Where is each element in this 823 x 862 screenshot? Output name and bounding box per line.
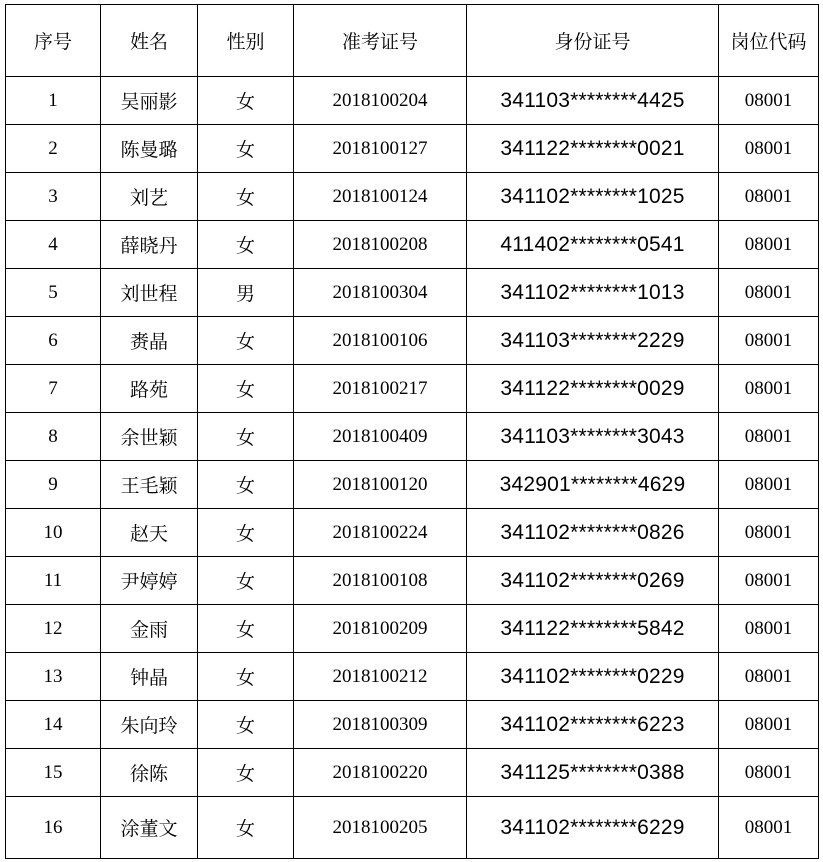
table-row [6, 653, 819, 701]
cell-id: 341122********0021 [467, 125, 719, 173]
cell-no: 1 [6, 77, 101, 125]
cell-id: 341102********6229 [467, 797, 719, 859]
cell-id: 341125********0388 [467, 749, 719, 797]
cell-no: 12 [6, 605, 101, 653]
cell-no: 3 [6, 173, 101, 221]
table-row [6, 221, 819, 269]
cell-id: 411402********0541 [467, 221, 719, 269]
header-no: 序号 [6, 5, 101, 77]
cell-name: 刘艺 [101, 173, 198, 221]
cell-ticket: 2018100304 [294, 269, 467, 317]
cell-no: 5 [6, 269, 101, 317]
cell-no: 9 [6, 461, 101, 509]
cell-name: 涂董文 [101, 797, 198, 859]
cell-name: 赉晶 [101, 317, 198, 365]
table-row [6, 365, 819, 413]
cell-id: 341102********6223 [467, 701, 719, 749]
cell-ticket: 2018100108 [294, 557, 467, 605]
cell-ticket: 2018100220 [294, 749, 467, 797]
table-header [6, 5, 819, 77]
header-gender: 性别 [198, 5, 294, 77]
cell-no: 16 [6, 797, 101, 859]
cell-no: 11 [6, 557, 101, 605]
cell-post: 08001 [719, 269, 819, 317]
cell-id: 341102********0826 [467, 509, 719, 557]
cell-name: 朱向玲 [101, 701, 198, 749]
cell-post: 08001 [719, 797, 819, 859]
cell-name: 陈曼璐 [101, 125, 198, 173]
cell-post: 08001 [719, 77, 819, 125]
table-row [6, 77, 819, 125]
cell-gender: 女 [198, 413, 294, 461]
table-body [6, 77, 819, 859]
cell-ticket: 2018100208 [294, 221, 467, 269]
cell-ticket: 2018100212 [294, 653, 467, 701]
table-row [6, 269, 819, 317]
cell-post: 08001 [719, 221, 819, 269]
cell-gender: 女 [198, 77, 294, 125]
cell-gender: 女 [198, 749, 294, 797]
candidate-table [5, 4, 819, 859]
cell-post: 08001 [719, 509, 819, 557]
cell-gender: 女 [198, 557, 294, 605]
table-row [6, 413, 819, 461]
cell-id: 341103********4425 [467, 77, 719, 125]
table-row [6, 701, 819, 749]
cell-id: 341122********0029 [467, 365, 719, 413]
cell-gender: 女 [198, 797, 294, 859]
cell-no: 2 [6, 125, 101, 173]
cell-ticket: 2018100209 [294, 605, 467, 653]
cell-gender: 女 [198, 605, 294, 653]
cell-ticket: 2018100409 [294, 413, 467, 461]
cell-name: 余世颖 [101, 413, 198, 461]
cell-ticket: 2018100120 [294, 461, 467, 509]
cell-id: 341102********1013 [467, 269, 719, 317]
cell-id: 341102********0229 [467, 653, 719, 701]
cell-name: 刘世程 [101, 269, 198, 317]
cell-post: 08001 [719, 413, 819, 461]
cell-id: 341103********2229 [467, 317, 719, 365]
cell-gender: 女 [198, 365, 294, 413]
cell-no: 6 [6, 317, 101, 365]
cell-gender: 女 [198, 221, 294, 269]
cell-post: 08001 [719, 317, 819, 365]
table-row [6, 173, 819, 221]
cell-name: 钟晶 [101, 653, 198, 701]
cell-name: 薛晓丹 [101, 221, 198, 269]
table-row [6, 125, 819, 173]
cell-gender: 女 [198, 125, 294, 173]
cell-gender: 女 [198, 509, 294, 557]
cell-ticket: 2018100309 [294, 701, 467, 749]
cell-id: 341103********3043 [467, 413, 719, 461]
cell-ticket: 2018100124 [294, 173, 467, 221]
cell-name: 尹婷婷 [101, 557, 198, 605]
table-row [6, 797, 819, 859]
table-row [6, 557, 819, 605]
cell-post: 08001 [719, 173, 819, 221]
cell-name: 吴丽影 [101, 77, 198, 125]
cell-name: 赵天 [101, 509, 198, 557]
cell-ticket: 2018100217 [294, 365, 467, 413]
cell-post: 08001 [719, 653, 819, 701]
cell-post: 08001 [719, 605, 819, 653]
cell-ticket: 2018100205 [294, 797, 467, 859]
cell-post: 08001 [719, 365, 819, 413]
cell-id: 341102********1025 [467, 173, 719, 221]
cell-gender: 男 [198, 269, 294, 317]
cell-post: 08001 [719, 125, 819, 173]
header-row [6, 5, 819, 77]
cell-name: 金雨 [101, 605, 198, 653]
header-ticket: 准考证号 [294, 5, 467, 77]
cell-no: 4 [6, 221, 101, 269]
header-name: 姓名 [101, 5, 198, 77]
cell-post: 08001 [719, 557, 819, 605]
cell-name: 路苑 [101, 365, 198, 413]
cell-ticket: 2018100224 [294, 509, 467, 557]
table-row [6, 461, 819, 509]
cell-no: 15 [6, 749, 101, 797]
cell-gender: 女 [198, 653, 294, 701]
cell-post: 08001 [719, 701, 819, 749]
header-post: 岗位代码 [719, 5, 819, 77]
cell-gender: 女 [198, 173, 294, 221]
cell-ticket: 2018100106 [294, 317, 467, 365]
cell-id: 341122********5842 [467, 605, 719, 653]
cell-post: 08001 [719, 461, 819, 509]
cell-post: 08001 [719, 749, 819, 797]
header-id: 身份证号 [467, 5, 719, 77]
table-row [6, 749, 819, 797]
cell-id: 341102********0269 [467, 557, 719, 605]
cell-ticket: 2018100127 [294, 125, 467, 173]
table-row [6, 509, 819, 557]
cell-no: 14 [6, 701, 101, 749]
cell-gender: 女 [198, 461, 294, 509]
cell-gender: 女 [198, 317, 294, 365]
cell-gender: 女 [198, 701, 294, 749]
cell-name: 徐陈 [101, 749, 198, 797]
cell-name: 王毛颖 [101, 461, 198, 509]
cell-no: 8 [6, 413, 101, 461]
cell-id: 342901********4629 [467, 461, 719, 509]
cell-no: 7 [6, 365, 101, 413]
table-row [6, 317, 819, 365]
cell-no: 13 [6, 653, 101, 701]
table-row [6, 605, 819, 653]
cell-ticket: 2018100204 [294, 77, 467, 125]
cell-no: 10 [6, 509, 101, 557]
